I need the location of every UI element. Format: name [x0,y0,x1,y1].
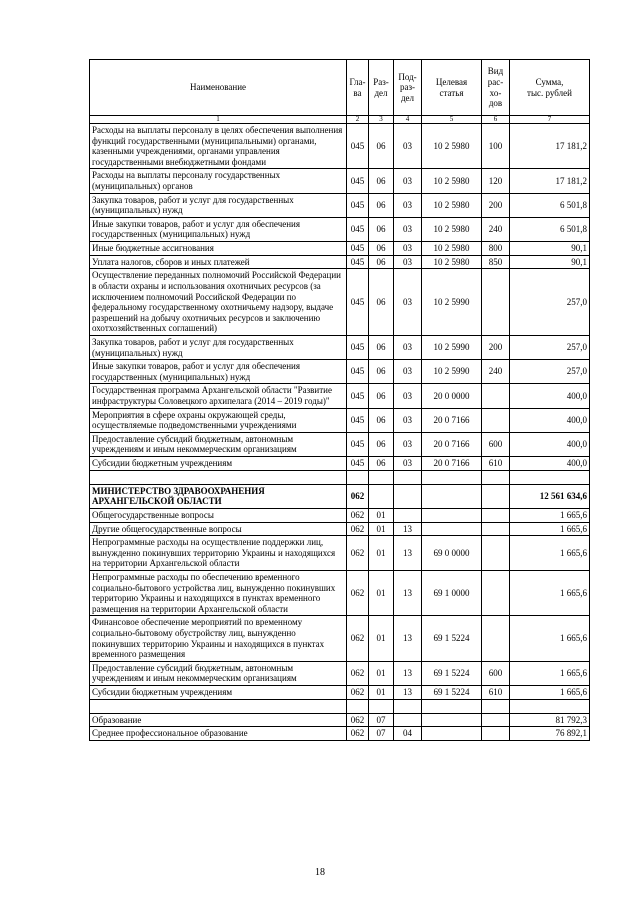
chapter-code: 062 [347,727,369,741]
amount-value: 400,0 [510,457,590,471]
empty-cell [422,470,482,484]
section-code: 06 [369,457,394,471]
chapter-code: 062 [347,661,369,685]
table-row [90,686,590,700]
chapter-code: 045 [347,255,369,269]
amount-value: 90,1 [510,255,590,269]
amount-value: 1 665,6 [510,522,590,536]
empty-cell [369,699,394,713]
amount-value: 90,1 [510,242,590,256]
table-row [90,457,590,471]
table-row [90,522,590,536]
table-row [90,536,590,571]
amount-value: 1 665,6 [510,536,590,571]
item-name: Субсидии бюджетным учреждениям [90,686,347,700]
subsection-code: 03 [394,255,422,269]
subsection-code: 03 [394,360,422,384]
spacer-row [90,470,590,484]
subsection-code: 03 [394,335,422,359]
subsection-code [394,713,422,727]
section-code: 01 [369,536,394,571]
column-number: 4 [394,116,422,124]
section-code: 07 [369,727,394,741]
target-article-code [422,484,482,508]
target-article-code: 10 2 5980 [422,124,482,169]
chapter-code: 045 [347,335,369,359]
amount-value: 400,0 [510,432,590,456]
item-name: Закупка товаров, работ и услуг для государственных (муниципальных) нужд [90,335,347,359]
target-article-code: 10 2 5980 [422,255,482,269]
subsection-code: 13 [394,536,422,571]
subsection-code: 03 [394,242,422,256]
column-number-row [90,116,590,124]
amount-value: 17 181,2 [510,169,590,193]
expense-type-code: 240 [482,360,510,384]
item-name: Иные закупки товаров, работ и услуг для обеспечения государственных (муниципальных) нужд [90,360,347,384]
column-number: 2 [347,116,369,124]
expense-type-code: 200 [482,193,510,217]
table-row [90,727,590,741]
target-article-code: 20 0 0000 [422,384,482,408]
target-article-code: 10 2 5980 [422,242,482,256]
chapter-code: 062 [347,616,369,661]
chapter-code: 045 [347,242,369,256]
column-number: 3 [369,116,394,124]
target-article-code: 20 0 7166 [422,457,482,471]
table-row [90,616,590,661]
item-name: Финансовое обеспечение мероприятий по временному социально-бытовому обустройству лиц, вынужденно покинувших территорию Украины и находящихся в пунктах временного размещения [90,616,347,661]
header-amount: Сумма, тыс. рублей [510,60,590,116]
item-name: Мероприятия в сфере охраны окружающей среды, осуществляемые подведомственными учреждениями [90,408,347,432]
item-name: Общегосударственные вопросы [90,508,347,522]
chapter-code: 045 [347,408,369,432]
empty-cell [422,699,482,713]
target-article-code: 20 0 7166 [422,432,482,456]
amount-value: 257,0 [510,360,590,384]
section-code [369,484,394,508]
expense-type-code: 600 [482,432,510,456]
expense-type-code [482,536,510,571]
chapter-code: 062 [347,686,369,700]
subsection-code [394,508,422,522]
column-number: 6 [482,116,510,124]
expense-type-code [482,616,510,661]
section-code: 01 [369,686,394,700]
empty-cell [90,470,347,484]
chapter-code: 045 [347,124,369,169]
target-article-code [422,522,482,536]
item-name: Предоставление субсидий бюджетным, автономным учреждениям и иным некоммерческим организациям [90,432,347,456]
empty-cell [394,699,422,713]
column-number: 7 [510,116,590,124]
section-code: 06 [369,335,394,359]
table-row [90,713,590,727]
ministry-row [90,484,590,508]
amount-value: 6 501,8 [510,193,590,217]
chapter-code: 045 [347,457,369,471]
header-target-article: Целевая статья [422,60,482,116]
table-row [90,124,590,169]
table-row [90,255,590,269]
target-article-code: 69 1 5224 [422,661,482,685]
expense-type-code: 610 [482,686,510,700]
target-article-code: 69 1 5224 [422,616,482,661]
item-name: Расходы на выплаты персоналу государственных (муниципальных) органов [90,169,347,193]
table-row [90,570,590,615]
section-code: 07 [369,713,394,727]
expense-type-code [482,508,510,522]
empty-cell [369,470,394,484]
subsection-code: 03 [394,384,422,408]
chapter-code: 062 [347,570,369,615]
empty-cell [482,470,510,484]
expense-type-code: 240 [482,217,510,241]
expense-type-code: 100 [482,124,510,169]
section-code: 06 [369,360,394,384]
amount-value: 1 665,6 [510,570,590,615]
expense-type-code: 800 [482,242,510,256]
column-number: 1 [90,116,347,124]
expense-type-code: 120 [482,169,510,193]
table-row [90,242,590,256]
chapter-code: 045 [347,360,369,384]
section-code: 06 [369,384,394,408]
expense-type-code [482,269,510,336]
item-name: Непрограммные расходы на осуществление поддержки лиц, вынужденно покинувших территорию Украины и находящихся на территории Архангельской области [90,536,347,571]
chapter-code: 062 [347,536,369,571]
section-code: 06 [369,169,394,193]
section-code: 06 [369,193,394,217]
subsection-code: 13 [394,661,422,685]
amount-value: 257,0 [510,335,590,359]
table-row [90,661,590,685]
target-article-code: 69 1 0000 [422,570,482,615]
amount-value: 1 665,6 [510,616,590,661]
table-row [90,508,590,522]
item-name: Закупка товаров, работ и услуг для государственных (муниципальных) нужд [90,193,347,217]
amount-value: 6 501,8 [510,217,590,241]
chapter-code: 062 [347,484,369,508]
subsection-code: 03 [394,457,422,471]
section-code: 01 [369,522,394,536]
subsection-code: 13 [394,616,422,661]
chapter-code: 062 [347,522,369,536]
subsection-code: 03 [394,432,422,456]
target-article-code [422,713,482,727]
chapter-code: 045 [347,193,369,217]
subsection-code: 13 [394,686,422,700]
subsection-code: 13 [394,522,422,536]
column-number: 5 [422,116,482,124]
subsection-code: 04 [394,727,422,741]
expense-type-code [482,570,510,615]
amount-value: 257,0 [510,269,590,336]
amount-value: 1 665,6 [510,686,590,700]
chapter-code: 045 [347,269,369,336]
chapter-code: 045 [347,169,369,193]
section-code: 06 [369,432,394,456]
chapter-code: 045 [347,384,369,408]
table-row [90,432,590,456]
table-body [90,124,590,741]
item-name: Образование [90,713,347,727]
chapter-code: 045 [347,217,369,241]
amount-value: 17 181,2 [510,124,590,169]
target-article-code: 10 2 5980 [422,217,482,241]
amount-value: 12 561 634,6 [510,484,590,508]
expense-type-code: 200 [482,335,510,359]
subsection-code: 13 [394,570,422,615]
table-row [90,360,590,384]
table-row [90,335,590,359]
amount-value: 1 665,6 [510,508,590,522]
item-name: Предоставление субсидий бюджетным, автономным учреждениям и иным некоммерческим организациям [90,661,347,685]
item-name: Субсидии бюджетным учреждениям [90,457,347,471]
expense-type-code [482,484,510,508]
section-code: 01 [369,661,394,685]
subsection-code: 03 [394,269,422,336]
expense-type-code: 600 [482,661,510,685]
item-name: Государственная программа Архангельской области "Развитие инфраструктуры Соловецкого архипелага (2014 – 2019 годы)" [90,384,347,408]
expense-type-code [482,522,510,536]
table-row [90,217,590,241]
empty-cell [347,699,369,713]
spacer-row [90,699,590,713]
item-name: Расходы на выплаты персоналу в целях обеспечения выполнения функций государственными (муниципальными) органами, казенными учреждениями, органами управления государственными внебюджетными фондами [90,124,347,169]
section-code: 01 [369,508,394,522]
expense-type-code [482,384,510,408]
target-article-code: 69 0 0000 [422,536,482,571]
subsection-code [394,484,422,508]
amount-value: 400,0 [510,384,590,408]
item-name: Другие общегосударственные вопросы [90,522,347,536]
expense-type-code: 610 [482,457,510,471]
header-subsection: Под- раз- дел [394,60,422,116]
target-article-code: 10 2 5990 [422,360,482,384]
table-header-row [90,60,590,116]
header-section: Раз- дел [369,60,394,116]
section-code: 01 [369,570,394,615]
section-code: 06 [369,124,394,169]
table-row [90,269,590,336]
item-name: Иные закупки товаров, работ и услуг для обеспечения государственных (муниципальных) нужд [90,217,347,241]
table-row [90,408,590,432]
header-name: Наименование [90,60,347,116]
section-code: 06 [369,242,394,256]
chapter-code: 045 [347,432,369,456]
expense-type-code [482,408,510,432]
section-code: 01 [369,616,394,661]
amount-value: 400,0 [510,408,590,432]
table-row [90,384,590,408]
subsection-code: 03 [394,124,422,169]
chapter-code: 062 [347,713,369,727]
page-number: 18 [315,867,325,878]
budget-table [89,59,590,741]
target-article-code [422,727,482,741]
section-code: 06 [369,217,394,241]
section-code: 06 [369,255,394,269]
amount-value: 1 665,6 [510,661,590,685]
subsection-code: 03 [394,408,422,432]
target-article-code: 10 2 5980 [422,169,482,193]
empty-cell [510,470,590,484]
table-row [90,193,590,217]
item-name: Непрограммные расходы по обеспечению временного социально-бытового устройства лиц, вынужденно покинувших территорию Украины и находящихся в пунктах временного размещения на территории Архангельской области [90,570,347,615]
item-name: МИНИСТЕРСТВО ЗДРАВООХРАНЕНИЯ АРХАНГЕЛЬСКОЙ ОБЛАСТИ [90,484,347,508]
empty-cell [90,699,347,713]
target-article-code: 20 0 7166 [422,408,482,432]
amount-value: 76 892,1 [510,727,590,741]
empty-cell [510,699,590,713]
empty-cell [347,470,369,484]
target-article-code: 10 2 5990 [422,269,482,336]
header-expense-type: Вид рас- хо- дов [482,60,510,116]
expense-type-code [482,713,510,727]
table-row [90,169,590,193]
header-chapter: Гла- ва [347,60,369,116]
empty-cell [482,699,510,713]
target-article-code: 10 2 5980 [422,193,482,217]
amount-value: 81 792,3 [510,713,590,727]
expense-type-code: 850 [482,255,510,269]
subsection-code: 03 [394,217,422,241]
item-name: Осуществление переданных полномочий Российской Федерации в области охраны и использования охотничьих ресурсов (за исключением полномочий Российской Федерации по федеральному государственному охотничьему надзору, выдаче разрешений на добычу охотничьих ресурсов и заключению охотхозяйственных соглашений) [90,269,347,336]
expense-type-code [482,727,510,741]
item-name: Уплата налогов, сборов и иных платежей [90,255,347,269]
section-code: 06 [369,269,394,336]
item-name: Иные бюджетные ассигнования [90,242,347,256]
subsection-code: 03 [394,169,422,193]
subsection-code: 03 [394,193,422,217]
target-article-code [422,508,482,522]
target-article-code: 69 1 5224 [422,686,482,700]
target-article-code: 10 2 5990 [422,335,482,359]
chapter-code: 062 [347,508,369,522]
empty-cell [394,470,422,484]
section-code: 06 [369,408,394,432]
item-name: Среднее профессиональное образование [90,727,347,741]
